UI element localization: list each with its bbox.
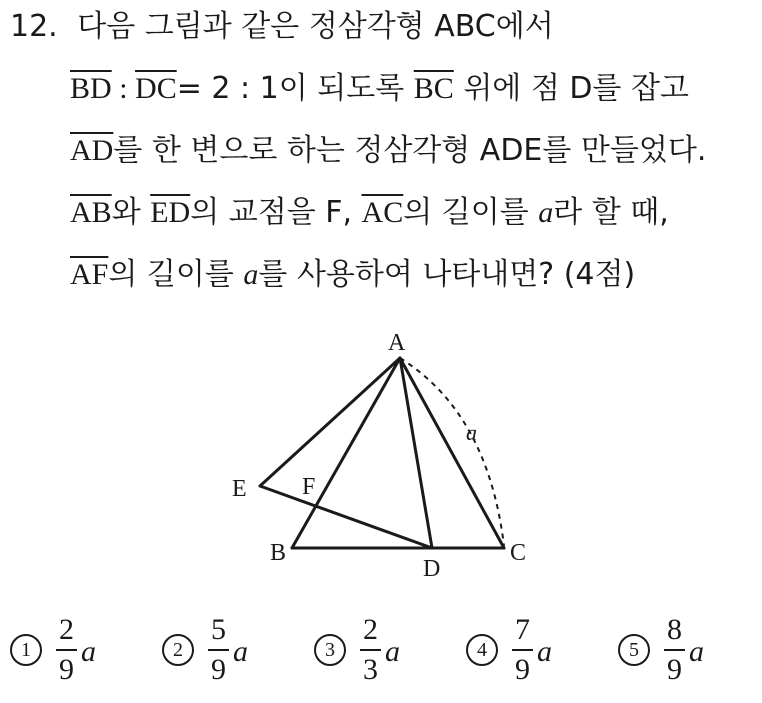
triangle-figure (210, 318, 550, 588)
numerator: 7 (512, 613, 533, 651)
segment-dc: $\overline{DC}$ (135, 72, 177, 105)
answer-choices (10, 605, 750, 695)
numerator: 5 (208, 613, 229, 651)
choice-4[interactable] (466, 605, 552, 695)
choice-marker: 5 (618, 634, 650, 666)
fraction (512, 613, 533, 687)
label-c: C (510, 540, 527, 566)
question-line-2 (70, 70, 689, 108)
question-line-3 (70, 132, 706, 170)
question-line-5 (70, 256, 635, 294)
segment-ae-line (260, 358, 400, 486)
choice-marker: 3 (314, 634, 346, 666)
choice-2[interactable] (162, 605, 248, 695)
label-side-a: a (466, 420, 477, 445)
question-number: 12. (10, 9, 58, 44)
label-d: D (423, 556, 441, 582)
numerator: 2 (360, 613, 381, 651)
choice-marker: 1 (10, 634, 42, 666)
text-wa: 와 (111, 195, 151, 230)
label-b: B (270, 540, 287, 566)
label-e: E (232, 476, 247, 502)
numerator: 2 (56, 613, 77, 651)
question-line-4 (70, 194, 669, 232)
label-f: F (302, 474, 316, 500)
segment-af: $\overline{AF}$ (70, 258, 109, 291)
ratio-text: = 2 : 1이 되도록 (176, 71, 414, 106)
segment-ed-line (260, 486, 432, 548)
denominator: 9 (667, 653, 682, 686)
choice-variable: a (385, 635, 400, 668)
text-length: 의 길이를 (403, 195, 539, 230)
choice-5[interactable] (618, 605, 704, 695)
choice-3[interactable] (314, 605, 400, 695)
segment-ab-line (292, 358, 400, 548)
segment-ed: $\overline{ED}$ (150, 196, 191, 229)
fraction (208, 613, 229, 687)
text-intersection: 의 교점을 F, (190, 195, 362, 230)
fraction (664, 613, 685, 687)
question-line-1 (10, 8, 554, 46)
choice-marker: 4 (466, 634, 498, 666)
fraction (56, 613, 77, 687)
question-text-3: 를 한 변으로 하는 정삼각형 ADE를 만들었다. (113, 133, 707, 168)
choice-variable: a (537, 635, 552, 668)
segment-bd: $\overline{BD}$ (70, 72, 112, 105)
variable-a-2: a (243, 258, 259, 291)
ratio-separator: : (111, 72, 136, 105)
question-text-1: 다음 그림과 같은 정삼각형 ABC에서 (77, 9, 554, 44)
question-text-2: 위에 점 D를 잡고 (453, 71, 689, 106)
denominator: 9 (515, 653, 530, 686)
choice-variable: a (689, 635, 704, 668)
segment-ab: $\overline{AB}$ (70, 196, 112, 229)
label-a: A (388, 330, 406, 356)
segment-bc: $\overline{BC}$ (413, 72, 454, 105)
numerator: 8 (664, 613, 685, 651)
question-text-5: 를 사용하여 나타내면? (4점) (258, 257, 636, 292)
choice-1[interactable] (10, 605, 96, 695)
denominator: 3 (363, 653, 378, 686)
denominator: 9 (211, 653, 226, 686)
denominator: 9 (59, 653, 74, 686)
segment-ac: $\overline{AC}$ (361, 196, 404, 229)
choice-variable: a (81, 635, 96, 668)
question-text-4: 라 할 때, (553, 195, 669, 230)
fraction (360, 613, 381, 687)
text-length-2: 의 길이를 (108, 257, 244, 292)
choice-variable: a (233, 635, 248, 668)
segment-ad: $\overline{AD}$ (70, 134, 114, 167)
variable-a: a (538, 196, 554, 229)
choice-marker: 2 (162, 634, 194, 666)
